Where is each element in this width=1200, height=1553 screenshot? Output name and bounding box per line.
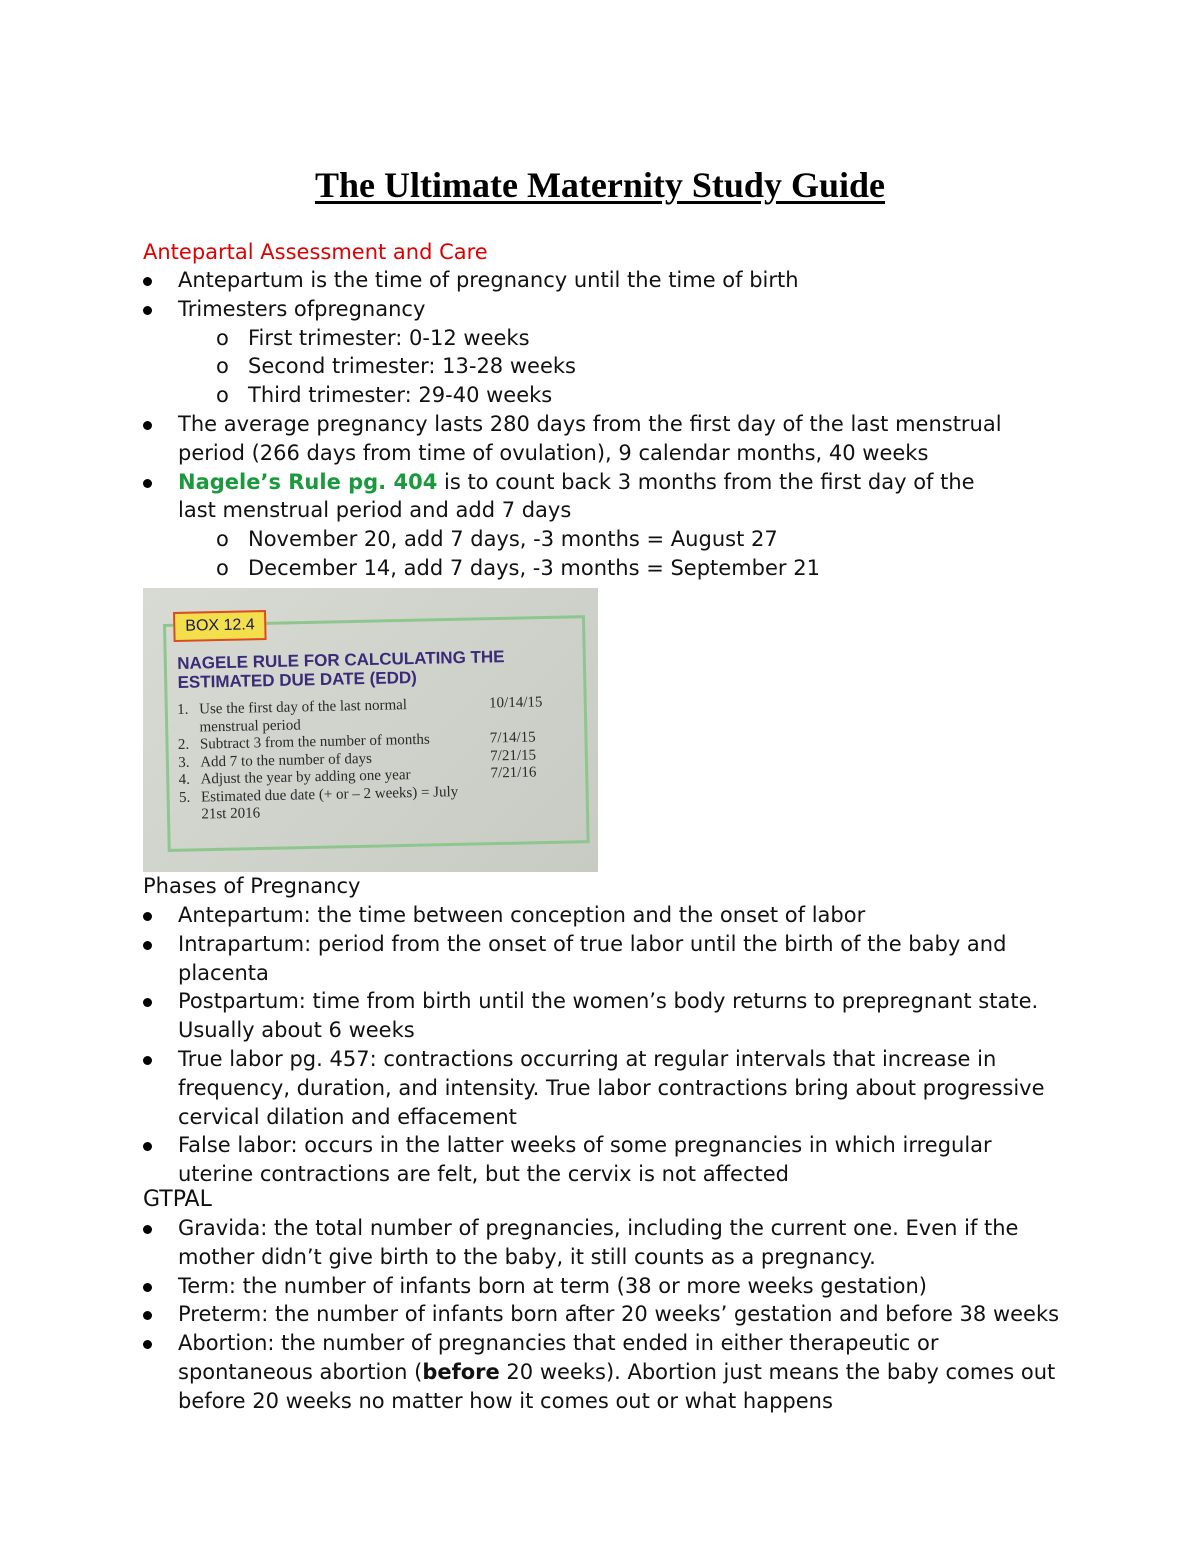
list-item: False labor: occurs in the latter weeks of some pregnancies in which irregular uterine contractions are felt, but the cervix is not affected	[143, 1131, 1008, 1189]
bullet-icon	[143, 277, 152, 286]
bullet-icon	[143, 479, 152, 488]
circle-bullet-icon: o	[216, 527, 229, 552]
phases-heading: Phases of Pregnancy	[143, 874, 361, 898]
list-item: Postpartum: time from birth until the women’s body returns to prepregnant state. Usually about 6 weeks	[143, 987, 1048, 1045]
list-item: Intrapartum: period from the onset of true labor until the birth of the baby and placenta	[143, 930, 1043, 988]
nagele-examples	[178, 525, 1008, 583]
box-step: 2. Subtract 3 from the number of months 7/14/15	[177, 729, 536, 753]
box-heading: NAGELE RULE FOR CALCULATING THE ESTIMATED DUE DATE (EDD)	[177, 647, 505, 692]
antepartal-list	[143, 266, 1103, 583]
box-step: 3. Add 7 to the number of days 7/21/15	[178, 746, 537, 771]
page-title: The Ultimate Maternity Study Guide	[315, 165, 885, 205]
list-item: Antepartum: the time between conception and the onset of labor	[143, 901, 1043, 930]
circle-bullet-icon: o	[216, 325, 229, 350]
circle-bullet-icon: o	[216, 354, 229, 379]
box-step-date: 10/14/15	[488, 694, 543, 712]
nagele-box-photo	[143, 588, 598, 872]
list-item: Preterm: the number of infants born after 20 weeks’ gestation and before 38 weeks	[143, 1300, 1103, 1329]
list-item: Nagele’s Rule pg. 404 is to count back 3 months from the first day of the last menstrual period and add 7 days o November 20, add 7 days, -3 months = August 27 o December 14, add 7 days, -3 months = September 21	[143, 468, 1008, 583]
circle-bullet-icon: o	[216, 383, 229, 408]
bullet-icon	[143, 941, 152, 950]
list-item: Gravida: the total number of pregnancies, including the current one. Even if the mother didn’t give birth to the baby, it still counts as a pregnancy.	[143, 1214, 1028, 1272]
antepartal-heading: Antepartal Assessment and Care	[143, 240, 488, 264]
list-item: The average pregnancy lasts 280 days from the first day of the last menstrual period (266 days from time of ovulation), 9 calendar months, 40 weeks	[143, 410, 1008, 468]
gtpal-heading: GTPAL	[143, 1187, 212, 1212]
box-steps	[177, 694, 569, 825]
box-step-date: 7/21/15	[490, 746, 537, 764]
gtpal-list	[143, 1214, 1103, 1416]
list-item: True labor pg. 457: contractions occurring at regular intervals that increase in frequency, duration, and intensity. True labor contractions bring about progressive cervical dilation and effacement	[143, 1045, 1048, 1131]
list-item: Trimesters ofpregnancy o First trimester: 0-12 weeks o Second trimester: 13-28 weeks o Third trimester: 29-40 weeks	[143, 295, 1103, 410]
bullet-icon	[143, 421, 152, 430]
bullet-icon	[143, 1225, 152, 1234]
phases-list	[143, 901, 1043, 1189]
box-label: BOX 12.4	[173, 610, 267, 642]
bullet-icon	[143, 1283, 152, 1292]
box-step: 1. Use the first day of the last normal menstrual period 10/14/15	[177, 694, 543, 736]
list-item: Antepartum is the time of pregnancy until the time of birth	[143, 266, 1103, 295]
box-step: 5. Estimated due date (+ or – 2 weeks) = July 21st 2016	[178, 783, 459, 823]
bullet-icon	[143, 998, 152, 1007]
list-item: o Second trimester: 13-28 weeks	[178, 352, 1103, 381]
bullet-icon	[143, 1142, 152, 1151]
bullet-icon	[143, 1056, 152, 1065]
box-step-date: 7/21/16	[490, 764, 537, 782]
bullet-icon	[143, 1340, 152, 1349]
list-item: o December 14, add 7 days, -3 months = September 21	[178, 554, 1008, 583]
bullet-icon	[143, 912, 152, 921]
nagele-rule-label: Nagele’s Rule pg. 404	[178, 469, 438, 494]
trimester-list	[178, 324, 1103, 410]
bullet-icon	[143, 1311, 152, 1320]
box-step-date: 7/14/15	[489, 729, 536, 747]
list-item: o Third trimester: 29-40 weeks	[178, 381, 1103, 410]
list-item: o First trimester: 0-12 weeks	[178, 324, 1103, 353]
list-item: o November 20, add 7 days, -3 months = August 27	[178, 525, 1008, 554]
bullet-icon	[143, 306, 152, 315]
box-step: 4. Adjust the year by adding one year 7/21/16	[178, 764, 537, 788]
circle-bullet-icon: o	[216, 555, 229, 580]
list-item: Abortion: the number of pregnancies that ended in either therapeutic or spontaneous abortion (before 20 weeks). Abortion just means the baby comes out before 20 weeks no matter how it comes out or what happens	[143, 1329, 1058, 1415]
list-item: Term: the number of infants born at term (38 or more weeks gestation)	[143, 1272, 1103, 1301]
